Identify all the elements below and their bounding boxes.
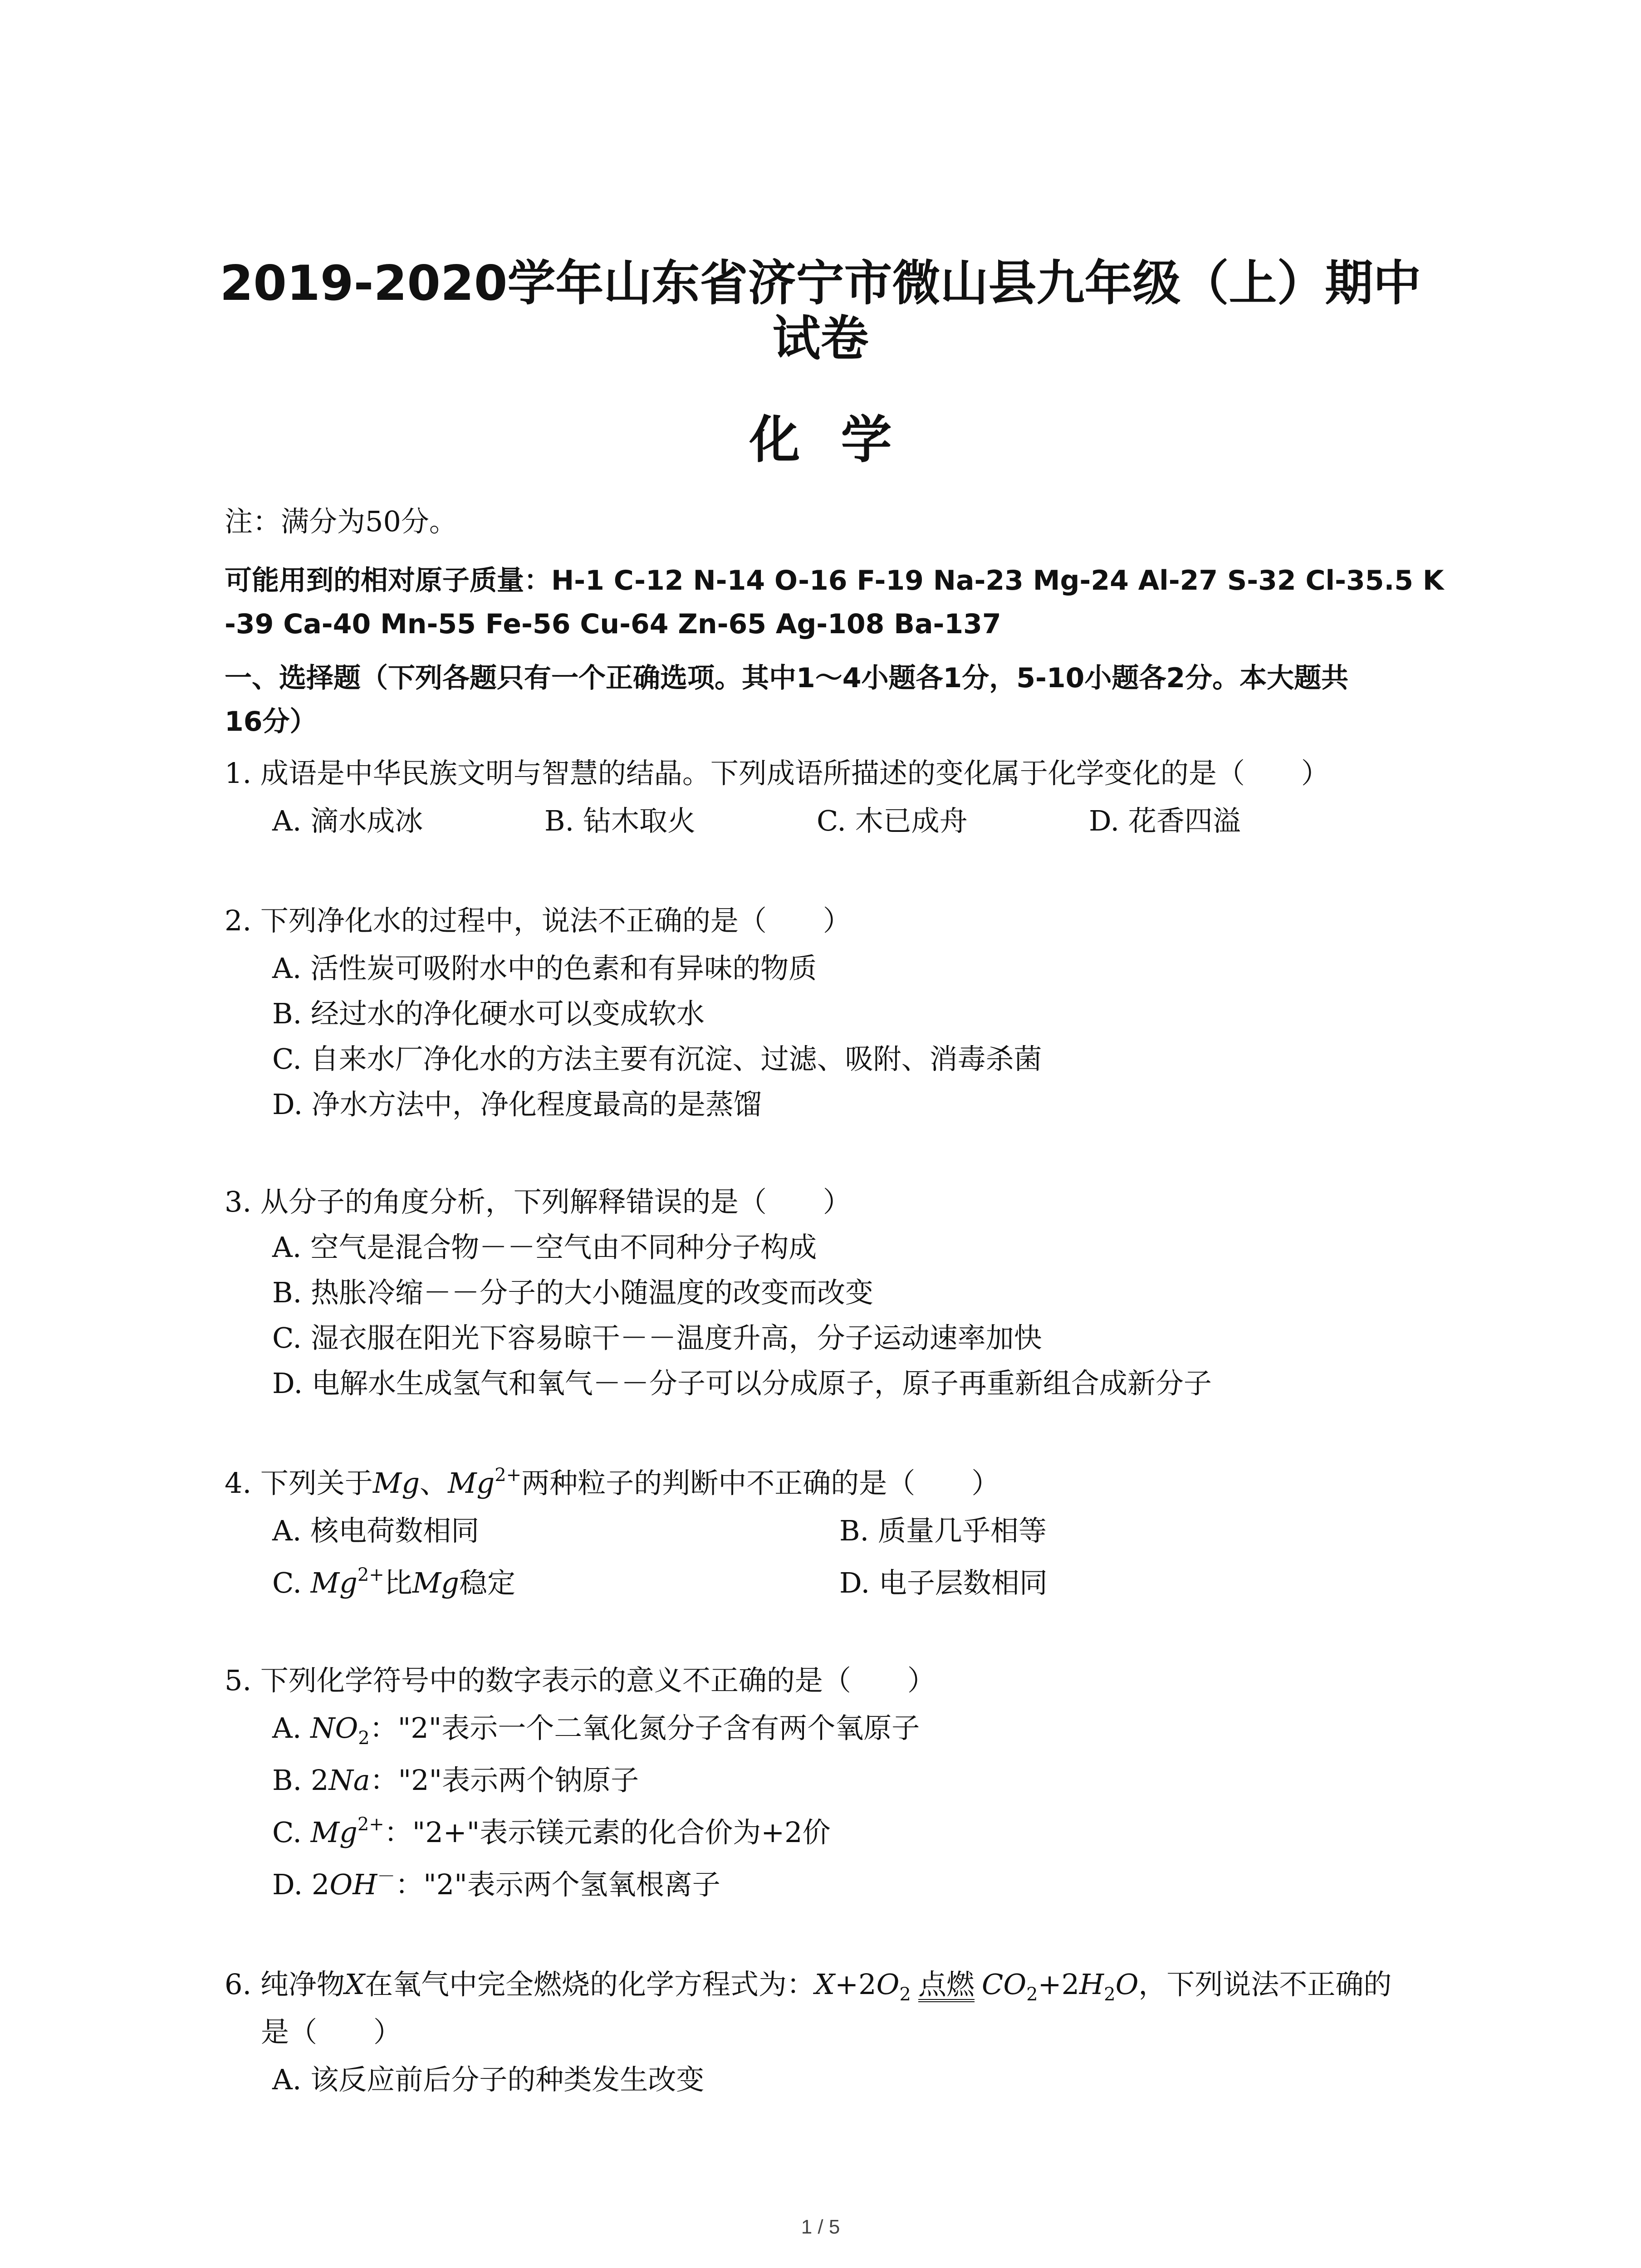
q5d-text: ："2"表示两个氢氧根离子 [395, 1868, 720, 1901]
q6-eq-o-sub: 2 [899, 1984, 911, 2005]
exam-title-line2: 试卷 [772, 311, 869, 367]
question-1-options [272, 803, 1361, 839]
q4c-charge: 2+ [357, 1564, 384, 1585]
q6-x: X [344, 1968, 365, 2001]
q4c-mg-ion: Mg [310, 1566, 358, 1599]
q6-reaction-condition: 点燃 [918, 1970, 975, 2002]
q5d-coefficient: 2 [311, 1868, 330, 1901]
page-number: 1 / 5 [801, 2216, 840, 2238]
q4-option-c [272, 1565, 515, 1601]
q2-option-b: B. 经过水的净化硬水可以变成软水 [272, 997, 705, 1030]
q6-eq-plus2: +2 [1038, 1968, 1080, 2001]
q5c-label: C. [272, 1816, 311, 1849]
q4c-label: C. [272, 1566, 311, 1599]
question-2-stem: 2. 下列净化水的过程中，说法不正确的是（ ） [225, 904, 851, 937]
q5-option-b [272, 1762, 639, 1799]
q5a-formula: NO [310, 1711, 358, 1745]
q1-option-b: B. 钻木取火 [544, 804, 696, 837]
q5a-text: ："2"表示一个二氧化氮分子含有两个氧原子 [369, 1711, 920, 1745]
q5b-formula: Na [328, 1764, 370, 1797]
q4-option-d: D. 电子层数相同 [839, 1566, 1048, 1599]
q6-eq-x: X [815, 1968, 835, 2001]
q5c-text: ："2+"表示镁元素的化合价为+2价 [384, 1816, 831, 1849]
question-6-stem-line2: 是（ ） [261, 2015, 402, 2048]
q2-option-a: A. 活性炭可吸附水中的色素和有异味的物质 [272, 952, 817, 985]
question-3-stem: 3. 从分子的角度分析，下列解释错误的是（ ） [225, 1185, 851, 1218]
q5a-label: A. [272, 1711, 311, 1745]
q6-eq-h: H [1079, 1968, 1104, 2001]
q6-text-3: ，下列说法不正确的 [1138, 1968, 1392, 2001]
q4c-end: 稳定 [459, 1566, 515, 1599]
q5-option-c [272, 1814, 831, 1851]
q5b-coefficient: 2 [310, 1764, 329, 1797]
q6-eq-plus: +2 [835, 1968, 877, 2001]
q1-option-a: A. 滴水成冰 [272, 804, 423, 837]
q4-option-b: B. 质量几乎相等 [839, 1514, 1047, 1547]
exam-title-line1: 2019-2020学年山东省济宁市微山县九年级（上）期中 [220, 255, 1421, 311]
q5c-formula: Mg [310, 1816, 358, 1849]
q5c-superscript: 2+ [357, 1814, 384, 1835]
q4-stem-start: 4. 下列关于 [225, 1466, 373, 1500]
q3-option-b: B. 热胀冷缩－－分子的大小随温度的改变而改变 [272, 1276, 873, 1309]
q5a-subscript: 2 [358, 1728, 370, 1749]
q5b-text: ："2"表示两个钠原子 [370, 1764, 639, 1797]
question-5-stem: 5. 下列化学符号中的数字表示的意义不正确的是（ ） [225, 1664, 936, 1697]
q4-mg-ion: Mg [448, 1466, 495, 1500]
score-note: 注：满分为50分。 [225, 505, 457, 538]
q1-option-c: C. 木已成舟 [817, 804, 968, 837]
q3-option-a: A. 空气是混合物－－空气由不同种分子构成 [272, 1231, 817, 1264]
q5-option-d [272, 1867, 720, 1903]
q4-separator: 、 [420, 1466, 448, 1500]
q6-eq-o: O [876, 1968, 900, 2001]
q5d-formula: OH [329, 1868, 377, 1901]
atomic-mass-line1: 可能用到的相对原子质量：H-1 C-12 N-14 O-16 F-19 Na-23 Mg-24 Al-27 S-32 Cl-35.5 K [225, 565, 1444, 596]
q4-mg: Mg [372, 1466, 420, 1500]
q5-option-a [272, 1710, 920, 1749]
q1-option-d: D. 花香四溢 [1089, 804, 1241, 837]
section-heading-line2: 16分） [225, 706, 317, 738]
q6-eq-co-sub: 2 [1026, 1984, 1038, 2005]
atomic-mass-line2: -39 Ca-40 Mn-55 Fe-56 Cu-64 Zn-65 Ag-108 Ba-137 [225, 608, 1001, 640]
question-6-stem [225, 1966, 1391, 2003]
q4c-mid: 比 [384, 1566, 412, 1599]
question-1-stem: 1. 成语是中华民族文明与智慧的结晶。下列成语所描述的变化属于化学变化的是（ ） [225, 757, 1329, 790]
q6-eq-co: CO [981, 1968, 1027, 2001]
q6-eq-o2: O [1115, 1968, 1139, 2001]
q3-option-d: D. 电解水生成氢气和氧气－－分子可以分成原子，原子再重新组合成新分子 [272, 1367, 1212, 1400]
q5d-label: D. [272, 1868, 312, 1901]
q4-charge: 2+ [495, 1465, 522, 1486]
q2-option-d: D. 净水方法中，净化程度最高的是蒸馏 [272, 1088, 762, 1121]
subject-title: 化学 [749, 411, 933, 469]
q5b-label: B. [272, 1764, 311, 1797]
q4-option-a: A. 核电荷数相同 [272, 1514, 480, 1547]
q4-stem-end: 两种粒子的判断中不正确的是（ ） [521, 1466, 1000, 1500]
q2-option-c: C. 自来水厂净化水的方法主要有沉淀、过滤、吸附、消毒杀菌 [272, 1042, 1042, 1075]
q6-eq-h-sub: 2 [1104, 1984, 1116, 2005]
section-heading-line1: 一、选择题（下列各题只有一个正确选项。其中1～4小题各1分，5-10小题各2分。本大题共 [225, 662, 1349, 694]
q6-option-a: A. 该反应前后分子的种类发生改变 [272, 2063, 705, 2096]
q4c-mg: Mg [412, 1566, 459, 1599]
q6-text-2: 在氧气中完全燃烧的化学方程式为： [365, 1968, 815, 2001]
q6-text-1: 6. 纯净物 [225, 1968, 345, 2001]
q5d-superscript: － [377, 1866, 396, 1887]
q3-option-c: C. 湿衣服在阳光下容易晾干－－温度升高，分子运动速率加快 [272, 1321, 1042, 1354]
question-4-stem [225, 1465, 999, 1501]
